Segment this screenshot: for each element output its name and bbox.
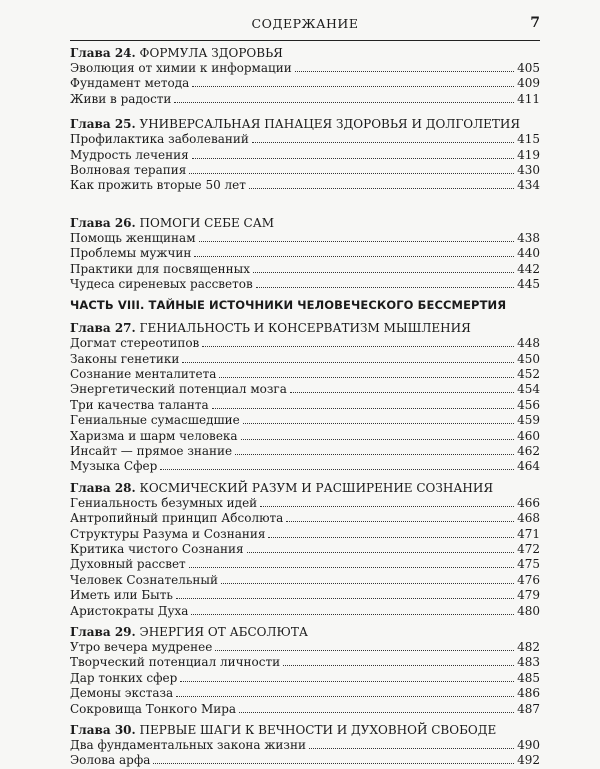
- toc-entry[interactable]: [70, 382, 540, 397]
- entry-page-number: 409: [517, 76, 540, 91]
- entry-label: Гениальность безумных идей: [70, 495, 258, 510]
- leader-dots: [286, 511, 514, 522]
- entry-page-number: 415: [517, 132, 540, 147]
- chapter-number: Глава 25.: [70, 117, 136, 132]
- leader-dots: [174, 92, 514, 103]
- leader-dots: [252, 132, 514, 143]
- toc-entry[interactable]: [70, 640, 540, 655]
- entry-page-number: 490: [517, 737, 540, 752]
- leader-dots: [268, 527, 514, 538]
- chapter-number: Глава 30.: [70, 722, 136, 737]
- chapter-title: [70, 723, 540, 738]
- entry-label: Иметь или Быть: [70, 588, 173, 603]
- leader-dots: [221, 573, 514, 584]
- entry-page-number: 475: [517, 557, 540, 572]
- entry-label: Помощь женщинам: [70, 230, 196, 245]
- entry-page-number: 456: [517, 397, 540, 412]
- toc-entry[interactable]: [70, 686, 540, 701]
- entry-label: Проблемы мужчин: [70, 246, 192, 261]
- leader-dots: [191, 604, 514, 615]
- entry-page-number: 411: [517, 91, 540, 106]
- entry-label: Мудрость лечения: [70, 147, 189, 162]
- leader-dots: [160, 459, 514, 470]
- entry-label: Человек Сознательный: [70, 572, 218, 587]
- entry-label: Живи в радости: [70, 91, 172, 106]
- entry-page-number: 492: [517, 753, 540, 768]
- entry-label: Энергетический потенциал мозга: [70, 382, 287, 397]
- toc-entry[interactable]: [70, 367, 540, 382]
- leader-dots: [256, 277, 514, 288]
- entry-page-number: 483: [517, 655, 540, 670]
- toc-entry[interactable]: [70, 92, 540, 107]
- toc-entry[interactable]: [70, 738, 540, 753]
- entry-page-number: 445: [517, 276, 540, 291]
- toc-entry[interactable]: [70, 604, 540, 619]
- toc-entry[interactable]: [70, 277, 540, 292]
- entry-label: Как прожить вторые 50 лет: [70, 178, 246, 193]
- entry-label: Музыка Сфер: [70, 459, 158, 474]
- leader-dots: [153, 753, 514, 764]
- leader-dots: [249, 178, 514, 189]
- chapter: [70, 216, 540, 293]
- leader-dots: [243, 413, 514, 424]
- entry-page-number: 464: [517, 459, 540, 474]
- leader-dots: [219, 367, 514, 378]
- leader-dots: [192, 148, 514, 159]
- entry-label: Аристократы Духа: [70, 603, 189, 618]
- entry-page-number: 462: [517, 444, 540, 459]
- entry-label: Структуры Разума и Сознания: [70, 526, 266, 541]
- toc-entry[interactable]: [70, 573, 540, 588]
- entry-label: Два фундаментальных закона жизни: [70, 737, 306, 752]
- entry-page-number: 486: [517, 686, 540, 701]
- entry-label: Догмат стереотипов: [70, 336, 200, 351]
- entry-label: Дар тонких сфер: [70, 670, 178, 685]
- leader-dots: [180, 671, 514, 682]
- entry-page-number: 472: [517, 541, 540, 556]
- leader-dots: [194, 246, 514, 257]
- entry-page-number: 471: [517, 526, 540, 541]
- chapter-name: ГЕНИАЛЬНОСТЬ И КОНСЕРВАТИЗМ МЫШЛЕНИЯ: [139, 321, 471, 336]
- leader-dots: [192, 76, 514, 87]
- toc-entry[interactable]: [70, 246, 540, 261]
- entry-label: Сокровища Тонкого Мира: [70, 701, 237, 716]
- chapter-number: Глава 27.: [70, 321, 136, 336]
- entry-label: Три качества таланта: [70, 397, 209, 412]
- page-number: 7: [530, 15, 540, 31]
- entry-page-number: 468: [517, 511, 540, 526]
- chapter-name: ПОМОГИ СЕБЕ САМ: [139, 215, 275, 230]
- toc-entry[interactable]: [70, 352, 540, 367]
- chapter-title: [70, 117, 540, 132]
- chapter-name: ПЕРВЫЕ ШАГИ К ВЕЧНОСТИ И ДУХОВНОЙ СВОБОДЕ: [139, 722, 497, 737]
- leader-dots: [215, 640, 514, 651]
- toc-entry[interactable]: [70, 496, 540, 511]
- chapter-name: ЭНЕРГИЯ ОТ АБСОЛЮТА: [139, 624, 308, 639]
- chapter: [70, 117, 540, 194]
- page-header: [70, 10, 540, 41]
- leader-dots: [253, 262, 514, 273]
- chapter: [70, 321, 540, 475]
- entry-label: Утро вечера мудренее: [70, 639, 213, 654]
- entry-page-number: 466: [517, 495, 540, 510]
- toc-entry[interactable]: [70, 429, 540, 444]
- toc-entry[interactable]: [70, 655, 540, 670]
- chapter-name: УНИВЕРСАЛЬНАЯ ПАНАЦЕЯ ЗДОРОВЬЯ И ДОЛГОЛЕТИЯ: [139, 117, 521, 132]
- chapter-title: [70, 481, 540, 496]
- leader-dots: [176, 588, 514, 599]
- entry-page-number: 454: [517, 382, 540, 397]
- chapter-title: [70, 625, 540, 640]
- chapter-name: ФОРМУЛА ЗДОРОВЬЯ: [139, 46, 283, 60]
- chapter: [70, 46, 540, 107]
- entry-label: Творческий потенциал личности: [70, 655, 281, 670]
- entry-label: Духовный рассвет: [70, 557, 186, 572]
- entry-label: Законы генетики: [70, 351, 180, 366]
- entry-page-number: 448: [517, 336, 540, 351]
- leader-dots: [247, 542, 515, 553]
- toc-entry[interactable]: [70, 148, 540, 163]
- chapter-number: Глава 26.: [70, 215, 136, 230]
- entry-label: Эолова арфа: [70, 753, 151, 768]
- toc-entry[interactable]: [70, 671, 540, 686]
- page-title: СОДЕРЖАНИЕ: [251, 16, 359, 31]
- entry-page-number: 434: [517, 178, 540, 193]
- leader-dots: [189, 557, 514, 568]
- entry-page-number: 480: [517, 603, 540, 618]
- toc-entry[interactable]: [70, 444, 540, 459]
- chapter: [70, 625, 540, 717]
- entry-label: Фундамент метода: [70, 76, 190, 91]
- entry-page-number: 459: [517, 413, 540, 428]
- leader-dots: [260, 496, 514, 507]
- entry-label: Антропийный принцип Абсолюта: [70, 511, 284, 526]
- entry-page-number: 452: [517, 367, 540, 382]
- leader-dots: [202, 336, 514, 347]
- entry-label: Критика чистого Сознания: [70, 541, 244, 556]
- entry-page-number: 450: [517, 351, 540, 366]
- leader-dots: [295, 61, 514, 72]
- toc-entry[interactable]: [70, 511, 540, 526]
- entry-label: Волновая терапия: [70, 162, 187, 177]
- leader-dots: [239, 702, 514, 713]
- entry-label: Гениальные сумасшедшие: [70, 413, 240, 428]
- chapter-name: КОСМИЧЕСКИЙ РАЗУМ И РАСШИРЕНИЕ СОЗНАНИЯ: [139, 480, 494, 495]
- entry-label: Демоны экстаза: [70, 686, 174, 701]
- entry-page-number: 479: [517, 588, 540, 603]
- chapter-number: Глава 28.: [70, 480, 136, 495]
- entry-page-number: 485: [517, 670, 540, 685]
- chapter-title: [70, 216, 540, 231]
- toc-entry[interactable]: [70, 557, 540, 572]
- toc-entry[interactable]: [70, 459, 540, 474]
- entry-page-number: 419: [517, 147, 540, 162]
- toc-entry[interactable]: [70, 61, 540, 76]
- toc-entry[interactable]: [70, 231, 540, 246]
- toc-entry[interactable]: [70, 76, 540, 91]
- toc-entry[interactable]: [70, 163, 540, 178]
- entry-label: Чудеса сиреневых рассветов: [70, 276, 253, 291]
- entry-page-number: 405: [517, 61, 540, 75]
- entry-label: Инсайт — прямое знание: [70, 444, 233, 459]
- part-title: ЧАСТЬ VIII. ТАЙНЫЕ ИСТОЧНИКИ ЧЕЛОВЕЧЕСКОГО БЕССМЕРТИЯ: [70, 298, 507, 313]
- toc-entry[interactable]: [70, 398, 540, 413]
- leader-dots: [309, 738, 514, 749]
- leader-dots: [182, 352, 514, 363]
- leader-dots: [176, 686, 514, 697]
- entry-label: Профилактика заболеваний: [70, 132, 249, 147]
- leader-dots: [235, 444, 514, 455]
- leader-dots: [290, 382, 514, 393]
- toc-entry[interactable]: [70, 413, 540, 428]
- toc-entry[interactable]: [70, 753, 540, 768]
- toc-entry[interactable]: [70, 588, 540, 603]
- entry-label: Эволюция от химии к информации: [70, 61, 292, 75]
- leader-dots: [283, 655, 514, 666]
- entry-page-number: 460: [517, 428, 540, 443]
- leader-dots: [189, 163, 514, 174]
- chapter-title: [70, 321, 540, 336]
- entry-page-number: 442: [517, 261, 540, 276]
- entry-label: Практики для посвященных: [70, 261, 250, 276]
- chapter-number: Глава 29.: [70, 624, 136, 639]
- toc-entry[interactable]: [70, 542, 540, 557]
- toc-entry[interactable]: [70, 336, 540, 351]
- chapter: [70, 723, 540, 769]
- entry-label: Сознание менталитета: [70, 367, 217, 382]
- toc-entry[interactable]: [70, 527, 540, 542]
- chapter-title: [70, 46, 540, 61]
- entry-page-number: 430: [517, 162, 540, 177]
- toc-entry[interactable]: [70, 178, 540, 193]
- chapter-number: Глава 24.: [70, 46, 136, 60]
- entry-page-number: 440: [517, 246, 540, 261]
- leader-dots: [212, 398, 514, 409]
- toc-entry[interactable]: [70, 702, 540, 717]
- entry-page-number: 438: [517, 230, 540, 245]
- toc-entry[interactable]: [70, 262, 540, 277]
- table-of-contents: [70, 46, 540, 769]
- entry-page-number: 487: [517, 701, 540, 716]
- leader-dots: [241, 429, 515, 440]
- chapter: [70, 481, 540, 619]
- leader-dots: [199, 231, 515, 242]
- toc-entry[interactable]: [70, 132, 540, 147]
- entry-page-number: 482: [517, 639, 540, 654]
- entry-page-number: 476: [517, 572, 540, 587]
- entry-label: Харизма и шарм человека: [70, 428, 238, 443]
